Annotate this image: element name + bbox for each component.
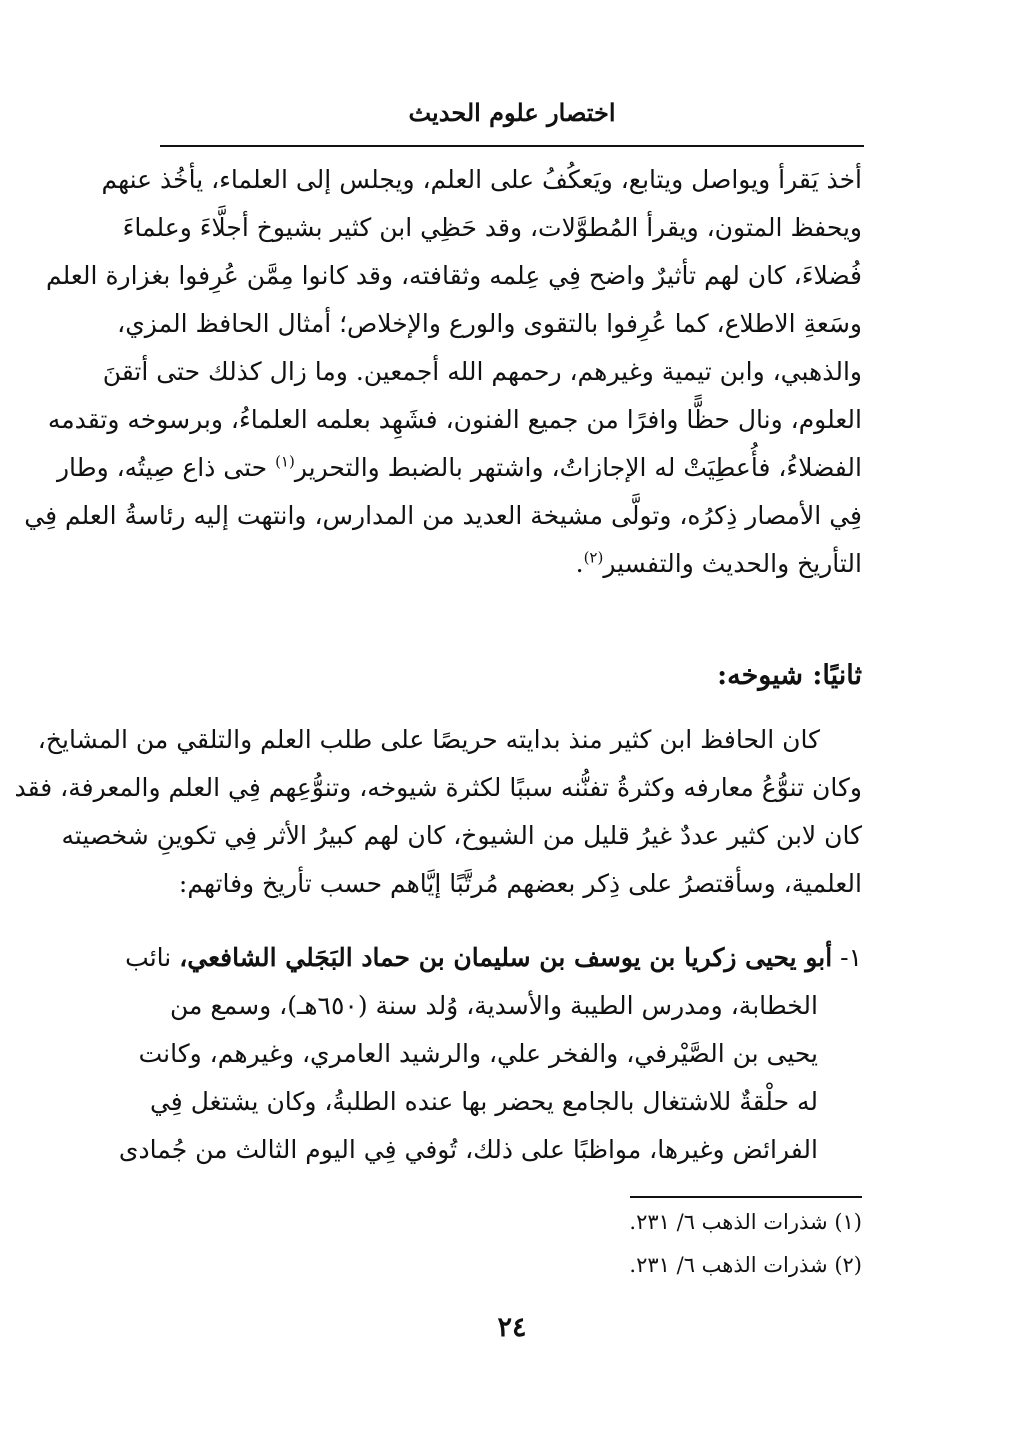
page-number: ٢٤ <box>497 1312 527 1343</box>
text-line: فِي الأمصار ذِكرُه، وتولَّى مشيخة العديد من المدارس، وانتهت إليه رئاسةُ العلم فِي <box>24 501 862 530</box>
footnote-label: (١) <box>834 1210 862 1234</box>
running-head-title: اختصار علوم الحديث <box>408 98 616 127</box>
footnote-1 <box>170 1206 862 1238</box>
teacher-name: أبو يحيى زكريا بن يوسف بن سليمان بن حماد البَجَلي الشافعي، <box>179 943 833 972</box>
text-segment: الفضلاءُ، فأُعطِيَتْ له الإجازاتُ، واشتهر بالضبط والتحرير <box>294 453 862 482</box>
text-segment: نائب <box>125 943 180 972</box>
text-segment: التأريخ والحديث والتفسير <box>603 549 862 578</box>
paragraph-biography <box>24 156 862 588</box>
footnote-text: شذرات الذهب ٦/ ٢٣١. <box>629 1210 835 1234</box>
footnote-reference-2[interactable]: (٢) <box>583 548 604 567</box>
text-segment: حتى ذاع صِيتُه، وطار <box>56 453 276 482</box>
text-line: يحيى بن الصَّيْرفي، والفخر علي، والرشيد العامري، وغيرهم، وكانت <box>138 1039 818 1068</box>
text-line: فُضلاءَ، كان لهم تأثيرٌ واضح فِي عِلمه وثقافته، وقد كانوا مِمَّن عُرِفوا بغزارة العلم <box>45 261 862 290</box>
text-line: الفرائض وغيرها، مواظبًا على ذلك، تُوفي فِي اليوم الثالث من جُمادى <box>118 1135 818 1164</box>
text-line: أخذ يَقرأ ويواصل ويتابع، ويَعكُفُ على العلم، ويجلس إلى العلماء، يأخُذ عنهم <box>101 165 862 194</box>
text-line: العلوم، ونال حظًّا وافرًا من جميع الفنون، فشَهِد بعلمه العلماءُ، وبرسوخه وتقدمه <box>47 405 862 434</box>
header-rule <box>160 145 864 147</box>
list-item-teacher-1 <box>118 934 862 1174</box>
footnote-2 <box>170 1249 862 1281</box>
text-line <box>170 540 862 588</box>
text-line <box>125 934 862 982</box>
footnote-reference-1[interactable]: (١) <box>275 452 295 471</box>
text-line: العلمية، وسأقتصرُ على ذِكر بعضهم مُرتَّبًا إيَّاهم حسب تأريخ وفاتهم: <box>178 869 862 898</box>
text-line: وكان تنوُّعُ معارفه وكثرةُ تفنُّنه سببًا لكثرة شيوخه، وتنوُّعِهم فِي العلم والمعرفة، فقد <box>14 773 862 802</box>
text-line <box>56 444 862 492</box>
footnote-separator <box>630 1196 862 1198</box>
section-heading-teachers: ثانيًا: شيوخه: <box>717 660 862 691</box>
text-line: الخطابة، ومدرس الطيبة والأسدية، وُلد سنة (٦٥٠هـ)، وسمع من <box>170 991 818 1020</box>
list-item-number: ١- <box>840 943 862 972</box>
sentence-end-mark: . <box>575 549 584 578</box>
footnote-label: (٢) <box>834 1253 862 1277</box>
text-line: كان الحافظ ابن كثير منذ بدايته حريصًا على طلب العلم والتلقي من المشايخ، <box>37 725 820 754</box>
text-line: وسَعةِ الاطلاع، كما عُرِفوا بالتقوى والورع والإخلاص؛ أمثال الحافظ المزي، <box>117 309 862 338</box>
text-line: ويحفظ المتون، ويقرأ المُطوَّلات، وقد حَظِي ابن كثير بشيوخ أجلَّاءَ وعلماءَ <box>122 213 862 242</box>
paragraph-teachers-intro <box>14 716 862 908</box>
text-line: كان لابن كثير عددٌ غيرُ قليل من الشيوخ، كان لهم كبيرُ الأثر فِي تكوينِ شخصيته <box>61 821 862 850</box>
footnote-text: شذرات الذهب ٦/ ٢٣١. <box>629 1253 835 1277</box>
text-line: له حلْقةٌ للاشتغال بالجامع يحضر بها عنده الطلبةُ، وكان يشتغل فِي <box>149 1087 818 1116</box>
text-line: والذهبي، وابن تيمية وغيرهم، رحمهم الله أجمعين. وما زال كذلك حتى أتقنَ <box>102 357 862 386</box>
